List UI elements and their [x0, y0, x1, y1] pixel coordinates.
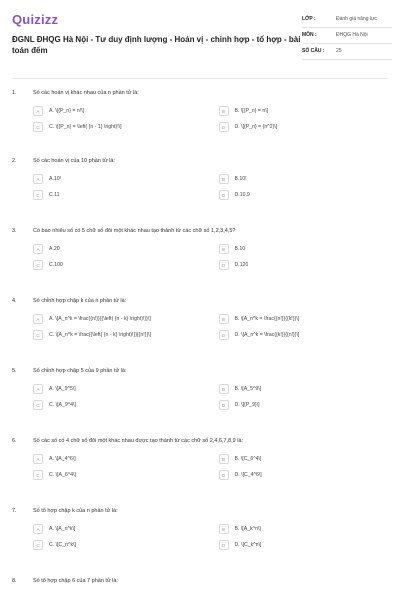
option-letter-box[interactable]: A: [33, 314, 43, 324]
option-letter-box[interactable]: D: [219, 122, 229, 132]
option-text: D. \[{P_9}\]: [234, 402, 260, 408]
answer-option-a[interactable]: [33, 524, 203, 534]
question-text: Số tổ hợp chập 6 của 7 phần tử là:: [33, 578, 118, 584]
question-6: [12, 437, 388, 480]
question-number: 3.: [12, 228, 17, 234]
answer-option-a[interactable]: [33, 174, 203, 184]
option-text: C. \[{P_n} = \left( {n - 1} \right)!\]: [49, 124, 122, 130]
option-letter-box[interactable]: C: [33, 190, 43, 200]
answer-option-c[interactable]: [33, 260, 203, 270]
answer-option-b[interactable]: [219, 174, 389, 184]
question-4: [12, 297, 388, 340]
answer-option-c[interactable]: [33, 190, 203, 200]
option-letter-box[interactable]: A: [33, 244, 43, 254]
question-header: [12, 157, 388, 165]
option-letter-box[interactable]: B: [219, 174, 229, 184]
question-text: Số các hoán vị khác nhau của n phần tử là:: [33, 90, 139, 96]
meta-key: LỚP :: [302, 16, 316, 22]
answer-option-a[interactable]: [33, 106, 203, 116]
option-text: A.20: [49, 246, 60, 252]
answer-options: [12, 384, 388, 410]
option-text: D. \[C_k^n\]: [234, 542, 262, 548]
answer-option-d[interactable]: [219, 122, 389, 132]
question-number: 2.: [12, 158, 17, 164]
option-letter-box[interactable]: C: [33, 470, 43, 480]
question-number: 1.: [12, 90, 17, 96]
option-text: A. \[{P_n} = n!\]: [49, 108, 85, 114]
option-text: D.10.9: [234, 192, 250, 198]
answer-options: [12, 106, 388, 132]
question-header: [12, 577, 388, 585]
question-number: 6.: [12, 438, 17, 444]
option-letter-box[interactable]: C: [33, 122, 43, 132]
meta-row-question-count: [302, 44, 392, 60]
worksheet-header: [0, 0, 400, 78]
answer-option-a[interactable]: [33, 454, 203, 464]
option-text: C. \[A_9^4\]: [49, 402, 76, 408]
meta-value: Đánh giá năng lực: [336, 16, 377, 22]
option-text: C.11: [49, 192, 60, 198]
option-text: A. \[A_4^6\]: [49, 456, 76, 462]
option-text: C. \[A_n^k = \frac{{\left( {n - k} \right)!}}{{n!}}\]: [49, 332, 152, 338]
answer-option-b[interactable]: [219, 314, 389, 324]
question-text: Số các số có 4 chữ số đôi một khác nhau được tạo thành từ các chữ số 2,4,6,7,8,9 là:: [33, 438, 244, 444]
question-header: [12, 89, 388, 97]
option-text: B.10!: [234, 176, 247, 182]
option-letter-box[interactable]: A: [33, 384, 43, 394]
option-text: B. \[{P_n} = n\]: [234, 108, 269, 114]
answer-options: [12, 244, 388, 270]
option-text: A. \[A_n^k = \frac{{n!}}{{\left( {n - k} \right)!}}\]: [49, 316, 151, 322]
question-number: 8.: [12, 578, 17, 584]
option-text: B. \[A_k^n\]: [234, 526, 261, 532]
question-text: Có bao nhiêu số có 5 chữ số đôi một khác nhau tạo thành từ các chữ số 1,2,3,4,5?: [33, 228, 236, 234]
answer-option-a[interactable]: [33, 314, 203, 324]
option-text: B. \[A_5^9\]: [234, 386, 262, 392]
option-text: B. \[A_n^k = \frac{{n!}}{{k!}}\]: [234, 316, 300, 322]
option-letter-box[interactable]: B: [219, 244, 229, 254]
option-letter-box[interactable]: D: [219, 190, 229, 200]
option-letter-box[interactable]: B: [219, 384, 229, 394]
meta-key: MÔN :: [302, 32, 317, 38]
answer-option-a[interactable]: [33, 384, 203, 394]
answer-option-b[interactable]: [219, 454, 389, 464]
option-text: A. \[A_n^k\]: [49, 526, 76, 532]
answer-option-c[interactable]: [33, 330, 203, 340]
option-letter-box[interactable]: C: [33, 400, 43, 410]
answer-option-d[interactable]: [219, 260, 389, 270]
question-text: Số các hoán vị của 10 phần tử là:: [33, 158, 115, 164]
option-text: C. \[C_n^k\]: [49, 542, 76, 548]
answer-option-b[interactable]: [219, 106, 389, 116]
question-3: [12, 227, 388, 270]
option-letter-box[interactable]: C: [33, 330, 43, 340]
question-8: [12, 577, 388, 585]
option-letter-box[interactable]: C: [33, 260, 43, 270]
option-letter-box[interactable]: B: [219, 524, 229, 534]
answer-option-d[interactable]: [219, 540, 389, 550]
option-text: D. \[A_n^k = \frac{{k!}}{{n!}}\]: [234, 332, 300, 338]
option-text: B. \[C_6^4\]: [234, 456, 262, 462]
answer-option-b[interactable]: [219, 524, 389, 534]
quizizz-logo: Quizizz: [12, 12, 59, 27]
answer-options: [12, 524, 388, 550]
question-header: [12, 297, 388, 305]
question-number: 4.: [12, 298, 17, 304]
option-letter-box[interactable]: A: [33, 174, 43, 184]
question-text: Số chỉnh hợp chập k của n phần tử là:: [33, 298, 127, 304]
answer-option-c[interactable]: [33, 470, 203, 480]
option-letter-box[interactable]: B: [219, 106, 229, 116]
answer-option-d[interactable]: [219, 190, 389, 200]
meta-row-subject: [302, 28, 392, 44]
answer-option-d[interactable]: [219, 330, 389, 340]
question-header: [12, 227, 388, 235]
option-text: B.10: [234, 246, 246, 252]
answer-option-b[interactable]: [219, 384, 389, 394]
option-text: D. \[{P_n} = {n^2}\]: [234, 124, 278, 130]
option-letter-box[interactable]: D: [219, 260, 229, 270]
option-letter-box[interactable]: A: [33, 454, 43, 464]
option-letter-box[interactable]: D: [219, 330, 229, 340]
answer-options: [12, 314, 388, 340]
option-letter-box[interactable]: D: [219, 540, 229, 550]
question-header: [12, 367, 388, 375]
question-header: [12, 437, 388, 445]
option-text: C. \[A_6^4\]: [49, 472, 76, 478]
question-text: Số chỉnh hợp chập 5 của 9 phần tử là:: [33, 368, 127, 374]
option-letter-box[interactable]: C: [33, 540, 43, 550]
option-letter-box[interactable]: A: [33, 524, 43, 534]
worksheet-meta: [302, 14, 392, 60]
option-text: C.100: [49, 262, 63, 268]
answer-option-c[interactable]: [33, 122, 203, 132]
header-divider: [12, 78, 388, 79]
option-letter-box[interactable]: A: [33, 106, 43, 116]
answer-option-d[interactable]: [219, 400, 389, 410]
question-number: 5.: [12, 368, 17, 374]
option-text: D. \[C_4^6\]: [234, 472, 262, 478]
option-letter-box[interactable]: D: [219, 470, 229, 480]
answer-option-b[interactable]: [219, 244, 389, 254]
option-text: A.10²: [49, 176, 62, 182]
answer-option-a[interactable]: [33, 244, 203, 254]
question-2: [12, 157, 388, 200]
question-text: Số tổ hợp chập k của n phần tử là:: [33, 508, 118, 514]
question-5: [12, 367, 388, 410]
answer-option-d[interactable]: [219, 470, 389, 480]
question-number: 7.: [12, 508, 17, 514]
question-7: [12, 507, 388, 550]
answer-options: [12, 454, 388, 480]
answer-option-c[interactable]: [33, 400, 203, 410]
meta-value: ĐHQG Hà Nội: [336, 32, 368, 38]
answer-option-c[interactable]: [33, 540, 203, 550]
option-letter-box[interactable]: B: [219, 314, 229, 324]
option-letter-box[interactable]: B: [219, 454, 229, 464]
question-header: [12, 507, 388, 515]
option-text: D.120: [234, 262, 249, 268]
meta-row-class: [302, 14, 392, 28]
meta-key: SỐ CÂU :: [302, 48, 325, 54]
question-1: [12, 89, 388, 132]
worksheet-title: ĐGNL ĐHQG Hà Nội - Tư duy định lượng - Hoán vị - chỉnh hợp - tổ hợp - bài toán đếm: [12, 35, 301, 55]
meta-value: 25: [336, 48, 342, 54]
option-text: A. \[A_9^5\]: [49, 386, 76, 392]
answer-options: [12, 174, 388, 200]
option-letter-box[interactable]: D: [219, 400, 229, 410]
